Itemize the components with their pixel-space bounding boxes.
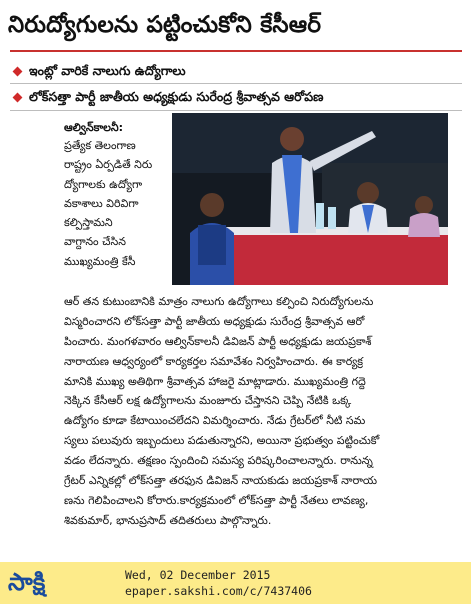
epaper-footer [0,562,471,604]
text-line: ఆర్ తన కుటుంబానికి మాత్రం నాలుగు ఉద్యోగాలు కల్పించి నిరుద్యోగులను [64,295,374,308]
bullet-diamond-icon [13,93,23,103]
text-line: నారాయణ ఆధ్వర్యంలో కార్యకర్తల సమావేశం నిర్వహించారు. ఈ కార్యక్ర [64,354,364,368]
text-line: స్యలు పలువురు ఇబ్బందులు పడుతున్నారని, అయినా ప్రభుత్వం పట్టించుకో [64,434,380,448]
text-line: గ్రేటర్ ఎన్నికల్లో లోక్‌సత్తా తరఫున డివిజన్ నాయకుడు జయప్రకాశ్ నారాయ [64,474,378,488]
headline: నిరుద్యోగులను పట్టించుకోని కేసీఆర్ [8,12,322,38]
text-line: ద్యోగాలకు ఉద్యోగా [64,177,143,191]
text-line: విస్మరించారని లోక్‌సత్తా పార్టీ జాతీయ అధ్యక్షుడు సురేంద్ర శ్రీవాత్సవ ఆరో [64,314,365,328]
text-line: ప్రత్యేక తెలంగాణ [64,139,136,152]
article-body [64,292,464,531]
news-photo-illustration [172,113,448,285]
news-photo [172,113,448,285]
subhead-text: లోక్‌సత్తా పార్టీ జాతీయ అధ్యక్షుడు సురేంద్ర శ్రీవాత్సవ ఆరోపణ [29,89,324,104]
intro-column [64,136,164,271]
bullet-diamond-icon [13,67,23,77]
text-line: శివకుమార్, భానుప్రసాద్ తదితరులు పాల్గొన్నారు. [64,513,272,527]
text-line: కల్పిస్తామని [64,216,113,230]
text-line: నెక్కిన కేసీఆర్ లక్ష ఉద్యోగాలను మంజూరు చేస్తానని చెప్పి నేటికి ఒక్క [64,394,352,408]
sakshi-logo: సాక్షి [8,568,46,596]
subhead-text: ఇంట్లో వారికే నాలుగు ఉద్యోగాలు [29,63,186,78]
text-line: రాష్ట్రం ఏర్పడితే నిరు [64,158,153,172]
subhead-divider [10,110,462,111]
text-line: వకాశాలు విరివిగా [64,196,139,210]
subhead-2 [14,89,323,108]
text-line: వాగ్దానం చేసిన [64,235,126,249]
subhead-1 [14,63,186,82]
subhead-divider [10,83,462,84]
headline-rule [10,50,462,52]
text-line: వడం లేదన్నారు. తక్షణం స్పందించి సమస్య పరిష్కరించాలన్నారు. రానున్న [64,454,373,468]
text-line: పించారు. మంగళవారం ఆల్విన్‌కాలనీ డివిజన్ పార్టీ అధ్యక్షుడు జయప్రకాశ్ [64,334,372,348]
dateline: ఆల్విన్‌కాలనీ: [64,121,124,134]
text-line: మానికి ముఖ్య అతిథిగా శ్రీవాత్సవ హాజరై మాట్లాడారు. ముఖ్యమంత్రి గద్దె [64,374,366,388]
text-line: ముఖ్యమంత్రి కేసీ [64,254,136,268]
text-line: ఉద్యోగం కూడా కేటాయించలేదని విమర్శించారు. నేడు గ్రేటర్‌లో నీటి సమ [64,414,366,428]
epaper-url[interactable]: epaper.sakshi.com/c/7437406 [125,584,312,598]
edition-date: Wed, 02 December 2015 [125,568,271,582]
text-line: ణను గెలిపించాలని కోరారు.కార్యక్రమంలో లోక్‌సత్తా పార్టీ నేతలు లావణ్య, [64,493,369,507]
